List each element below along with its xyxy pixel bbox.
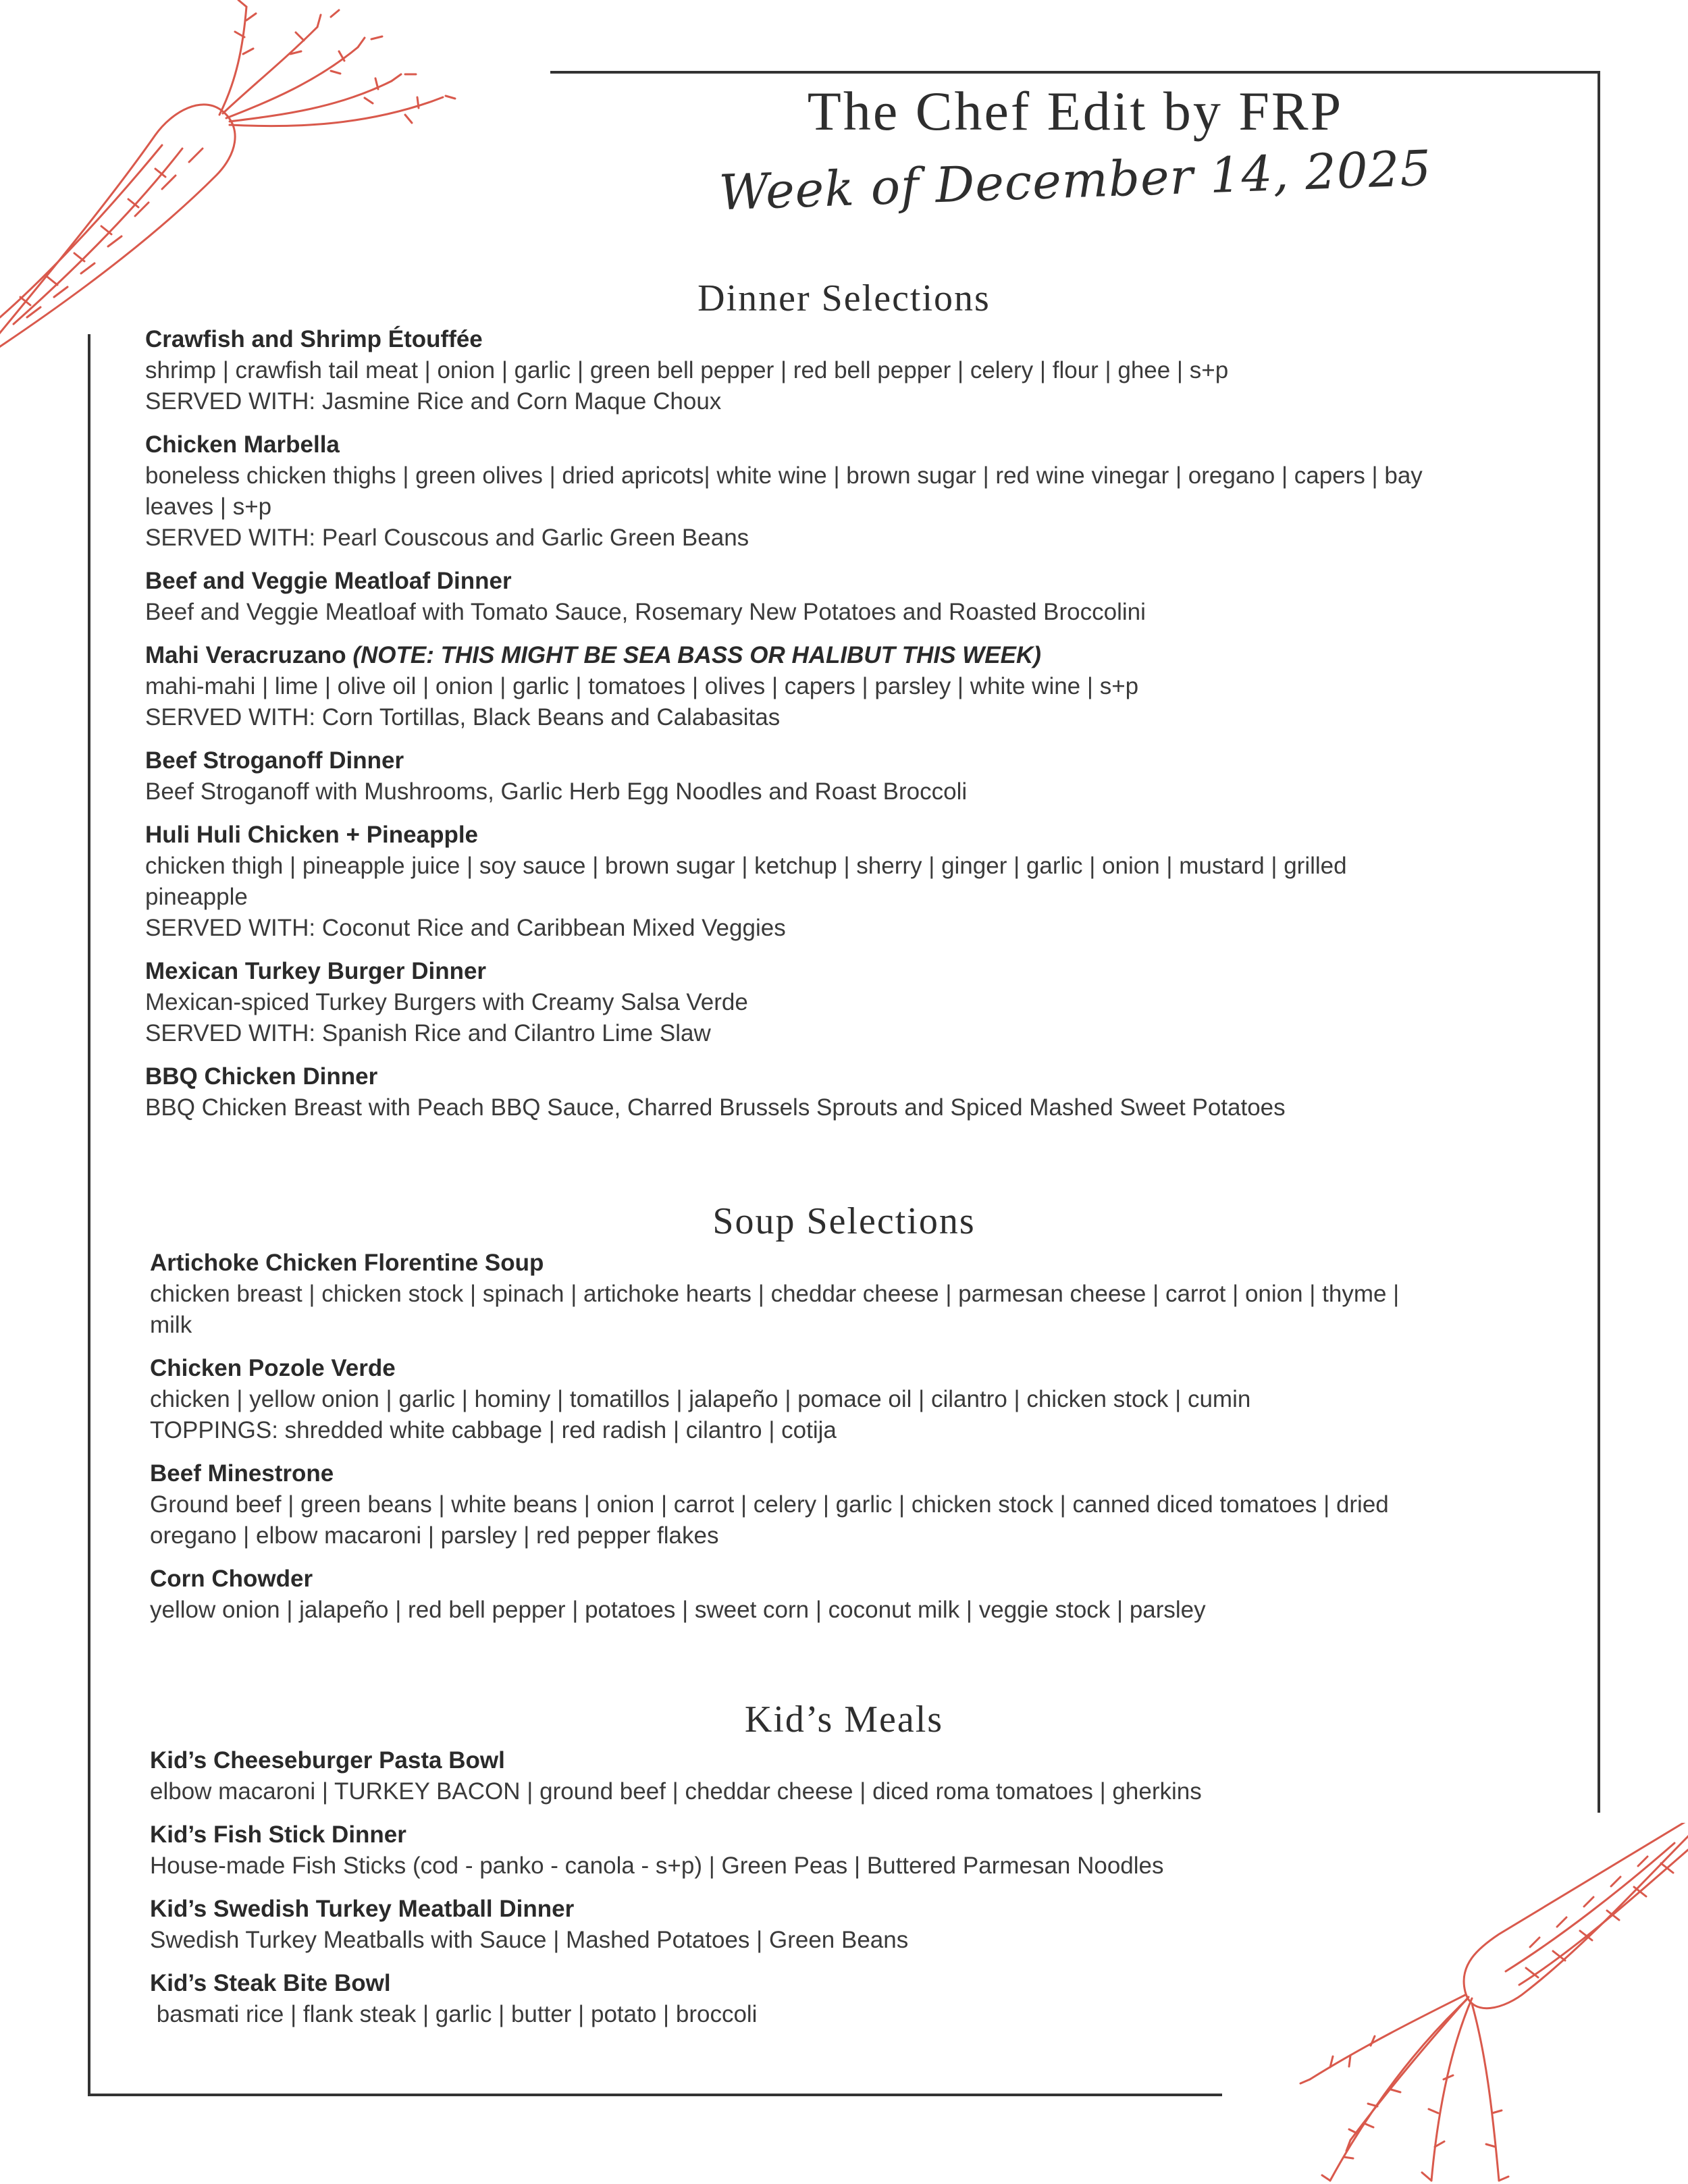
menu-item-name-text: Kid’s Swedish Turkey Meatball Dinner (150, 1896, 575, 1922)
menu-item-detail: chicken | yellow onion | garlic | hominy | tomatillos | jalapeño | pomace oil | cilantro | chicken stock | cumin (150, 1386, 1251, 1412)
menu-item-name (145, 956, 1556, 987)
menu-item-name (150, 1745, 1561, 1776)
menu-item-name-text: Beef Minestrone (150, 1460, 334, 1487)
menu-item (145, 1061, 1556, 1123)
menu-item-name (150, 1248, 1561, 1279)
menu-item-detail: chicken breast | chicken stock | spinach | artichoke hearts | cheddar cheese | parmesan cheese | carrot | onion | thyme | (150, 1281, 1400, 1307)
soup-section-title (0, 1200, 1688, 1243)
menu-item-name-text: Chicken Marbella (145, 431, 340, 458)
menu-item-name-text: Crawfish and Shrimp Étouffée (145, 326, 483, 352)
menu-item-name-text: Chicken Pozole Verde (150, 1355, 396, 1381)
menu-item-detail: SERVED WITH: Coconut Rice and Caribbean Mixed Veggies (145, 915, 786, 941)
menu-item-detail: Ground beef | green beans | white beans | onion | carrot | celery | garlic | chicken stock | canned diced tomatoes | dried (150, 1491, 1389, 1518)
menu-item (145, 566, 1556, 628)
menu-item-detail: TOPPINGS: shredded white cabbage | red radish | cilantro | cotija (150, 1417, 837, 1443)
menu-item (145, 324, 1556, 417)
menu-item-name (150, 1458, 1561, 1489)
kids-section-title-text: Kid’s Meals (744, 1699, 944, 1740)
frame-bottom-line (88, 2094, 1222, 2096)
kids-section-title (0, 1698, 1688, 1741)
menu-item-detail: Mexican-spiced Turkey Burgers with Creamy Salsa Verde (145, 989, 748, 1015)
menu-item-name (145, 745, 1556, 776)
menu-item-detail: SERVED WITH: Jasmine Rice and Corn Maque Choux (145, 388, 722, 415)
menu-item-detail: SERVED WITH: Pearl Couscous and Garlic Green Beans (145, 525, 749, 551)
menu-item (150, 1745, 1561, 1807)
menu-item-name-text: Huli Huli Chicken + Pineapple (145, 822, 479, 848)
menu-item-detail: House-made Fish Sticks (cod - panko - canola - s+p) | Green Peas | Buttered Parmesan Noodles (150, 1853, 1164, 1879)
menu-item-detail: mahi-mahi | lime | olive oil | onion | garlic | tomatoes | olives | capers | parsley | white wine | s+p (145, 673, 1139, 699)
menu-item-name (145, 1061, 1556, 1092)
menu-item-name (145, 566, 1556, 597)
menu-item-name (145, 820, 1556, 851)
dinner-section-title (0, 277, 1688, 320)
menu-item (150, 1819, 1561, 1882)
menu-item-name-text: Kid’s Cheeseburger Pasta Bowl (150, 1747, 505, 1774)
menu-item-detail: SERVED WITH: Corn Tortillas, Black Beans and Calabasitas (145, 704, 781, 730)
menu-item (145, 956, 1556, 1049)
dinner-section-title-text: Dinner Selections (697, 277, 991, 319)
frame-right-line (1598, 71, 1600, 1813)
menu-item-name-text: BBQ Chicken Dinner (145, 1063, 378, 1090)
menu-item-detail: yellow onion | jalapeño | red bell pepper | potatoes | sweet corn | coconut milk | veggie stock | parsley (150, 1597, 1206, 1623)
menu-item-name-text: Artichoke Chicken Florentine Soup (150, 1250, 544, 1276)
menu-item-name (150, 1353, 1561, 1384)
menu-item-name-text: Beef and Veggie Meatloaf Dinner (145, 568, 512, 594)
menu-item-name-text: Kid’s Steak Bite Bowl (150, 1970, 391, 1996)
page-title: The Chef Edit by FRP (807, 80, 1344, 142)
menu-item (145, 640, 1556, 733)
menu-item-detail: milk (150, 1312, 192, 1338)
menu-item (150, 1353, 1561, 1446)
soup-list (150, 1248, 1561, 1638)
menu-item-detail: chicken thigh | pineapple juice | soy sauce | brown sugar | ketchup | sherry | ginger | garlic | onion | mustard | grilled (145, 853, 1347, 879)
menu-item (150, 1458, 1561, 1551)
frame-top-line (550, 71, 1600, 74)
menu-item-name (150, 1968, 1561, 1999)
menu-item (150, 1248, 1561, 1341)
menu-item-name (150, 1564, 1561, 1595)
menu-item-name-text: Mexican Turkey Burger Dinner (145, 958, 487, 984)
menu-item-detail: Swedish Turkey Meatballs with Sauce | Mashed Potatoes | Green Beans (150, 1927, 909, 1953)
menu-item-name-text: Mahi Veracruzano (145, 642, 346, 668)
menu-item-name (150, 1819, 1561, 1850)
menu-item-detail: Beef and Veggie Meatloaf with Tomato Sauce, Rosemary New Potatoes and Roasted Broccolini (145, 599, 1146, 625)
dinner-list (145, 324, 1556, 1136)
menu-item-name (145, 640, 1556, 671)
menu-item-detail: elbow macaroni | TURKEY BACON | ground beef | cheddar cheese | diced roma tomatoes | gherkins (150, 1778, 1202, 1805)
kids-list (150, 1745, 1561, 2042)
week-subtitle: Week of December 14, 2025 (718, 139, 1433, 221)
menu-item (150, 1968, 1561, 2030)
menu-item (145, 820, 1556, 944)
menu-item (145, 429, 1556, 554)
menu-item-detail: boneless chicken thighs | green olives | dried apricots| white wine | brown sugar | red wine vinegar | oregano | capers | bay (145, 462, 1423, 489)
menu-item-name (145, 324, 1556, 355)
soup-section-title-text: Soup Selections (712, 1200, 976, 1242)
menu-item-note: (NOTE: THIS MIGHT BE SEA BASS OR HALIBUT THIS WEEK) (352, 642, 1041, 668)
menu-item-detail: oregano | elbow macaroni | parsley | red pepper flakes (150, 1522, 719, 1549)
menu-item-detail: pineapple (145, 884, 248, 910)
menu-item-detail: SERVED WITH: Spanish Rice and Cilantro Lime Slaw (145, 1020, 711, 1046)
menu-item-detail: leaves | s+p (145, 494, 272, 520)
menu-item-detail: Beef Stroganoff with Mushrooms, Garlic Herb Egg Noodles and Roast Broccoli (145, 778, 968, 805)
menu-item-name-text: Beef Stroganoff Dinner (145, 747, 404, 774)
menu-item (150, 1564, 1561, 1626)
menu-item-detail: basmati rice | flank steak | garlic | butter | potato | broccoli (150, 2001, 758, 2027)
menu-item-name-text: Kid’s Fish Stick Dinner (150, 1821, 406, 1848)
menu-item-name (145, 429, 1556, 460)
menu-item-detail: shrimp | crawfish tail meat | onion | garlic | green bell pepper | red bell pepper | celery | flour | ghee | s+p (145, 357, 1229, 383)
menu-item-name-text: Corn Chowder (150, 1566, 313, 1592)
menu-item-detail: BBQ Chicken Breast with Peach BBQ Sauce, Charred Brussels Sprouts and Spiced Mashed Sweet Potatoes (145, 1094, 1286, 1121)
menu-item (150, 1894, 1561, 1956)
menu-item-name (150, 1894, 1561, 1925)
menu-item (145, 745, 1556, 807)
